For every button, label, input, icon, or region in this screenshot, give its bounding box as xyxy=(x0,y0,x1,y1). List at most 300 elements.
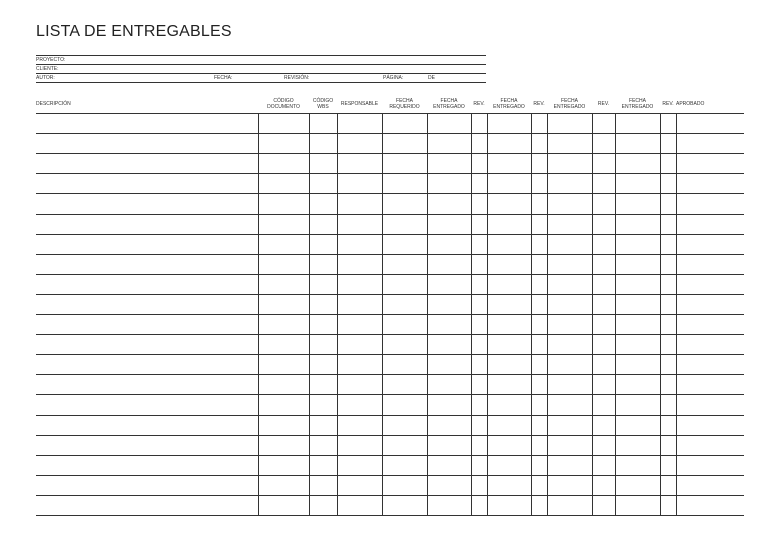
column-header-rev-1 xyxy=(471,102,487,108)
cell-wbs-code xyxy=(310,436,337,455)
cell-date-required xyxy=(383,416,427,435)
cell-responsible xyxy=(338,436,382,455)
cell-date-delivered-4 xyxy=(616,154,660,173)
cell-rev-4 xyxy=(661,174,676,193)
author-label: AUTOR: xyxy=(36,75,55,81)
cell-rev-2 xyxy=(532,295,547,314)
cell-description xyxy=(37,416,258,435)
cell-rev-1 xyxy=(472,476,487,495)
cell-date-delivered-1 xyxy=(428,456,471,475)
cell-rev-3 xyxy=(593,315,615,334)
cell-rev-4 xyxy=(661,436,676,455)
cell-date-delivered-1 xyxy=(428,476,471,495)
cell-rev-3 xyxy=(593,174,615,193)
cell-description xyxy=(37,355,258,374)
cell-rev-1 xyxy=(472,194,487,214)
cell-rev-1 xyxy=(472,355,487,374)
cell-rev-1 xyxy=(472,496,487,515)
cell-rev-3 xyxy=(593,395,615,415)
cell-approved xyxy=(677,174,744,193)
cell-rev-3 xyxy=(593,335,615,354)
cell-date-delivered-4 xyxy=(616,215,660,234)
cell-approved xyxy=(677,476,744,495)
column-header-text: REV. xyxy=(473,101,485,107)
cell-date-delivered-1 xyxy=(428,134,471,153)
cell-description xyxy=(37,235,258,254)
cell-responsible xyxy=(338,134,382,153)
cell-rev-1 xyxy=(472,416,487,435)
cell-date-delivered-1 xyxy=(428,416,471,435)
column-header-text: CÓDIGO xyxy=(273,98,294,104)
cell-date-required xyxy=(383,335,427,354)
cell-approved xyxy=(677,395,744,415)
cell-doc-code xyxy=(259,476,309,495)
cell-date-delivered-1 xyxy=(428,114,471,133)
cell-approved xyxy=(677,114,744,133)
cell-date-delivered-1 xyxy=(428,315,471,334)
cell-date-required xyxy=(383,134,427,153)
cell-approved xyxy=(677,496,744,515)
column-header-text: ENTREGADO xyxy=(493,103,525,110)
cell-rev-1 xyxy=(472,395,487,415)
cell-rev-4 xyxy=(661,114,676,133)
cell-approved xyxy=(677,416,744,435)
cell-date-delivered-1 xyxy=(428,215,471,234)
cell-date-delivered-2 xyxy=(488,235,531,254)
cell-date-delivered-4 xyxy=(616,375,660,394)
cell-description xyxy=(37,496,258,515)
cell-wbs-code xyxy=(310,134,337,153)
cell-date-delivered-3 xyxy=(548,114,592,133)
cell-rev-1 xyxy=(472,335,487,354)
page-label: PÁGINA: xyxy=(383,75,404,81)
cell-date-required xyxy=(383,436,427,455)
cell-date-delivered-4 xyxy=(616,315,660,334)
cell-date-required xyxy=(383,375,427,394)
column-header-text: ENTREGADO xyxy=(433,103,465,110)
cell-date-delivered-2 xyxy=(488,194,531,214)
cell-rev-1 xyxy=(472,134,487,153)
cell-doc-code xyxy=(259,315,309,334)
cell-doc-code xyxy=(259,174,309,193)
cell-date-delivered-1 xyxy=(428,154,471,173)
cell-date-delivered-2 xyxy=(488,476,531,495)
cell-approved xyxy=(677,456,744,475)
cell-responsible xyxy=(338,114,382,133)
cell-description xyxy=(37,476,258,495)
cell-date-delivered-1 xyxy=(428,395,471,415)
cell-wbs-code xyxy=(310,114,337,133)
column-header-text: DOCUMENTO xyxy=(267,103,300,110)
cell-wbs-code xyxy=(310,235,337,254)
cell-wbs-code xyxy=(310,295,337,314)
cell-date-required xyxy=(383,395,427,415)
cell-date-delivered-1 xyxy=(428,335,471,354)
cell-rev-2 xyxy=(532,436,547,455)
cell-wbs-code xyxy=(310,174,337,193)
cell-responsible xyxy=(338,335,382,354)
column-header-rev-4 xyxy=(660,102,676,108)
cell-rev-2 xyxy=(532,194,547,214)
column-header-responsible xyxy=(337,102,382,108)
cell-date-required xyxy=(383,456,427,475)
cell-date-delivered-2 xyxy=(488,154,531,173)
cell-responsible xyxy=(338,154,382,173)
cell-description xyxy=(37,315,258,334)
column-header-text: APROBADO xyxy=(676,101,705,107)
cell-approved xyxy=(677,335,744,354)
cell-rev-2 xyxy=(532,235,547,254)
cell-doc-code xyxy=(259,194,309,214)
cell-date-delivered-1 xyxy=(428,194,471,214)
revision-label: REVISIÓN: xyxy=(284,75,310,81)
cell-responsible xyxy=(338,496,382,515)
cell-approved xyxy=(677,134,744,153)
column-header-text: FECHA xyxy=(440,98,458,104)
column-header-text: ENTREGADO xyxy=(621,103,654,110)
cell-rev-4 xyxy=(661,315,676,334)
cell-wbs-code xyxy=(310,194,337,214)
cell-rev-4 xyxy=(661,235,676,254)
cell-wbs-code xyxy=(310,215,337,234)
cell-rev-3 xyxy=(593,134,615,153)
cell-wbs-code xyxy=(310,355,337,374)
cell-date-delivered-2 xyxy=(488,174,531,193)
cell-doc-code xyxy=(259,255,309,274)
cell-rev-3 xyxy=(593,255,615,274)
cell-doc-code xyxy=(259,456,309,475)
cell-doc-code xyxy=(259,154,309,173)
cell-doc-code xyxy=(259,496,309,515)
cell-rev-4 xyxy=(661,416,676,435)
cell-date-required xyxy=(383,476,427,495)
cell-rev-1 xyxy=(472,215,487,234)
column-header-text: DESCRIPCIÓN xyxy=(36,101,71,107)
column-header-rev-3 xyxy=(592,102,615,108)
cell-date-required xyxy=(383,194,427,214)
cell-date-delivered-3 xyxy=(548,275,592,294)
cell-date-delivered-2 xyxy=(488,114,531,133)
cell-date-delivered-4 xyxy=(616,235,660,254)
cell-date-delivered-3 xyxy=(548,194,592,214)
cell-rev-1 xyxy=(472,375,487,394)
cell-rev-1 xyxy=(472,235,487,254)
cell-date-delivered-3 xyxy=(548,174,592,193)
cell-date-delivered-2 xyxy=(488,355,531,374)
cell-rev-2 xyxy=(532,255,547,274)
cell-rev-3 xyxy=(593,476,615,495)
cell-date-delivered-3 xyxy=(548,496,592,515)
cell-wbs-code xyxy=(310,395,337,415)
cell-rev-4 xyxy=(661,134,676,153)
cell-description xyxy=(37,375,258,394)
project-label: PROYECTO: xyxy=(36,57,66,63)
cell-rev-2 xyxy=(532,174,547,193)
column-header-text: REQUERIDO xyxy=(389,103,420,110)
page-title: LISTA DE ENTREGABLES xyxy=(36,23,232,40)
cell-date-delivered-2 xyxy=(488,335,531,354)
cell-rev-4 xyxy=(661,375,676,394)
cell-date-delivered-3 xyxy=(548,456,592,475)
column-header-description xyxy=(36,102,71,108)
cell-date-delivered-3 xyxy=(548,315,592,334)
cell-rev-4 xyxy=(661,255,676,274)
cell-doc-code xyxy=(259,395,309,415)
cell-wbs-code xyxy=(310,375,337,394)
cell-date-delivered-1 xyxy=(428,436,471,455)
cell-approved xyxy=(677,436,744,455)
cell-rev-2 xyxy=(532,456,547,475)
cell-date-delivered-3 xyxy=(548,476,592,495)
cell-rev-2 xyxy=(532,275,547,294)
cell-rev-1 xyxy=(472,275,487,294)
cell-date-delivered-4 xyxy=(616,134,660,153)
cell-rev-3 xyxy=(593,355,615,374)
cell-wbs-code xyxy=(310,496,337,515)
cell-rev-3 xyxy=(593,275,615,294)
cell-date-delivered-1 xyxy=(428,355,471,374)
cell-rev-3 xyxy=(593,114,615,133)
cell-date-required xyxy=(383,154,427,173)
cell-date-delivered-4 xyxy=(616,114,660,133)
cell-date-delivered-4 xyxy=(616,275,660,294)
cell-date-delivered-3 xyxy=(548,375,592,394)
cell-approved xyxy=(677,255,744,274)
cell-date-delivered-4 xyxy=(616,194,660,214)
cell-doc-code xyxy=(259,436,309,455)
cell-description xyxy=(37,255,258,274)
cell-rev-3 xyxy=(593,295,615,314)
cell-date-delivered-1 xyxy=(428,496,471,515)
cell-doc-code xyxy=(259,335,309,354)
column-header-text: RESPONSABLE xyxy=(340,101,379,107)
cell-approved xyxy=(677,235,744,254)
cell-date-delivered-1 xyxy=(428,235,471,254)
cell-date-delivered-1 xyxy=(428,375,471,394)
cell-date-required xyxy=(383,275,427,294)
cell-responsible xyxy=(338,375,382,394)
cell-doc-code xyxy=(259,215,309,234)
cell-responsible xyxy=(338,456,382,475)
cell-date-delivered-3 xyxy=(548,436,592,455)
cell-date-delivered-3 xyxy=(548,215,592,234)
cell-date-required xyxy=(383,496,427,515)
cell-doc-code xyxy=(259,275,309,294)
cell-rev-3 xyxy=(593,235,615,254)
cell-approved xyxy=(677,275,744,294)
cell-rev-3 xyxy=(593,436,615,455)
cell-rev-1 xyxy=(472,174,487,193)
cell-description xyxy=(37,114,258,133)
cell-date-required xyxy=(383,355,427,374)
cell-rev-1 xyxy=(472,315,487,334)
date-label: FECHA: xyxy=(214,75,233,81)
cell-approved xyxy=(677,154,744,173)
cell-date-delivered-2 xyxy=(488,395,531,415)
cell-date-delivered-4 xyxy=(616,295,660,314)
cell-date-delivered-3 xyxy=(548,134,592,153)
cell-approved xyxy=(677,194,744,214)
cell-wbs-code xyxy=(310,275,337,294)
column-header-text: FECHA xyxy=(396,98,413,104)
cell-description xyxy=(37,456,258,475)
cell-doc-code xyxy=(259,416,309,435)
cell-date-delivered-2 xyxy=(488,275,531,294)
cell-rev-2 xyxy=(532,134,547,153)
cell-approved xyxy=(677,355,744,374)
cell-wbs-code xyxy=(310,456,337,475)
cell-responsible xyxy=(338,275,382,294)
column-header-text: FECHA xyxy=(561,98,578,104)
cell-date-delivered-3 xyxy=(548,416,592,435)
cell-description xyxy=(37,154,258,173)
cell-wbs-code xyxy=(310,154,337,173)
cell-wbs-code xyxy=(310,255,337,274)
cell-responsible xyxy=(338,295,382,314)
cell-responsible xyxy=(338,355,382,374)
cell-date-required xyxy=(383,114,427,133)
cell-description xyxy=(37,395,258,415)
cell-date-delivered-2 xyxy=(488,215,531,234)
column-header-date-delivered-3 xyxy=(547,99,592,110)
cell-doc-code xyxy=(259,134,309,153)
cell-rev-1 xyxy=(472,255,487,274)
cell-rev-1 xyxy=(472,295,487,314)
column-header-date-delivered-1 xyxy=(427,99,471,110)
cell-wbs-code xyxy=(310,335,337,354)
cell-responsible xyxy=(338,235,382,254)
column-header-text: REV. xyxy=(662,101,674,107)
cell-date-required xyxy=(383,255,427,274)
cell-date-delivered-3 xyxy=(548,154,592,173)
cell-rev-4 xyxy=(661,395,676,415)
cell-date-delivered-2 xyxy=(488,456,531,475)
cell-rev-2 xyxy=(532,476,547,495)
cell-rev-1 xyxy=(472,154,487,173)
cell-rev-2 xyxy=(532,154,547,173)
cell-rev-2 xyxy=(532,355,547,374)
cell-date-required xyxy=(383,174,427,193)
cell-rev-2 xyxy=(532,496,547,515)
cell-date-delivered-4 xyxy=(616,416,660,435)
cell-rev-4 xyxy=(661,215,676,234)
column-header-date-delivered-2 xyxy=(487,99,531,110)
column-header-rev-2 xyxy=(531,102,547,108)
cell-rev-4 xyxy=(661,355,676,374)
cell-responsible xyxy=(338,416,382,435)
cell-date-required xyxy=(383,295,427,314)
cell-wbs-code xyxy=(310,416,337,435)
cell-rev-3 xyxy=(593,456,615,475)
cell-rev-2 xyxy=(532,315,547,334)
cell-rev-3 xyxy=(593,375,615,394)
cell-approved xyxy=(677,375,744,394)
cell-date-delivered-4 xyxy=(616,436,660,455)
cell-date-delivered-2 xyxy=(488,134,531,153)
column-header-text: REV. xyxy=(533,101,545,107)
cell-rev-3 xyxy=(593,496,615,515)
column-header-text: FECHA xyxy=(629,98,646,104)
cell-rev-2 xyxy=(532,416,547,435)
cell-date-delivered-1 xyxy=(428,255,471,274)
column-header-text: REV. xyxy=(597,101,610,107)
cell-doc-code xyxy=(259,355,309,374)
cell-date-delivered-1 xyxy=(428,174,471,193)
column-header-doc-code xyxy=(258,99,309,110)
column-header-date-delivered-4 xyxy=(615,99,660,110)
column-header-text: ENTREGADO xyxy=(553,103,586,110)
cell-date-delivered-4 xyxy=(616,174,660,193)
column-header-date-required xyxy=(382,99,427,110)
cell-wbs-code xyxy=(310,476,337,495)
cell-date-required xyxy=(383,215,427,234)
cell-rev-2 xyxy=(532,335,547,354)
cell-approved xyxy=(677,295,744,314)
cell-date-delivered-3 xyxy=(548,235,592,254)
cell-description xyxy=(37,134,258,153)
cell-rev-4 xyxy=(661,154,676,173)
cell-date-required xyxy=(383,315,427,334)
cell-rev-4 xyxy=(661,194,676,214)
cell-description xyxy=(37,215,258,234)
cell-date-delivered-2 xyxy=(488,255,531,274)
cell-date-delivered-2 xyxy=(488,436,531,455)
cell-rev-3 xyxy=(593,194,615,214)
cell-rev-1 xyxy=(472,436,487,455)
cell-date-delivered-2 xyxy=(488,375,531,394)
cell-date-delivered-2 xyxy=(488,416,531,435)
cell-date-delivered-4 xyxy=(616,255,660,274)
cell-rev-3 xyxy=(593,215,615,234)
cell-date-delivered-1 xyxy=(428,295,471,314)
cell-rev-4 xyxy=(661,335,676,354)
cell-responsible xyxy=(338,194,382,214)
cell-rev-3 xyxy=(593,154,615,173)
cell-rev-4 xyxy=(661,476,676,495)
cell-rev-4 xyxy=(661,456,676,475)
cell-description xyxy=(37,335,258,354)
cell-date-required xyxy=(383,235,427,254)
cell-responsible xyxy=(338,174,382,193)
cell-rev-4 xyxy=(661,295,676,314)
cell-rev-4 xyxy=(661,275,676,294)
cell-responsible xyxy=(338,215,382,234)
cell-description xyxy=(37,194,258,214)
cell-approved xyxy=(677,215,744,234)
cell-responsible xyxy=(338,255,382,274)
cell-description xyxy=(37,174,258,193)
cell-approved xyxy=(677,315,744,334)
cell-rev-2 xyxy=(532,215,547,234)
cell-date-delivered-4 xyxy=(616,395,660,415)
cell-wbs-code xyxy=(310,315,337,334)
cell-date-delivered-2 xyxy=(488,315,531,334)
cell-description xyxy=(37,275,258,294)
cell-doc-code xyxy=(259,114,309,133)
cell-responsible xyxy=(338,476,382,495)
cell-rev-2 xyxy=(532,395,547,415)
column-header-text: CÓDIGO xyxy=(312,98,334,104)
cell-date-delivered-4 xyxy=(616,355,660,374)
cell-responsible xyxy=(338,395,382,415)
cell-description xyxy=(37,295,258,314)
cell-rev-2 xyxy=(532,375,547,394)
column-header-text: FECHA xyxy=(500,98,518,104)
cell-date-delivered-4 xyxy=(616,335,660,354)
column-header-text: WBS xyxy=(317,103,329,110)
cell-date-delivered-3 xyxy=(548,295,592,314)
cell-date-delivered-3 xyxy=(548,395,592,415)
